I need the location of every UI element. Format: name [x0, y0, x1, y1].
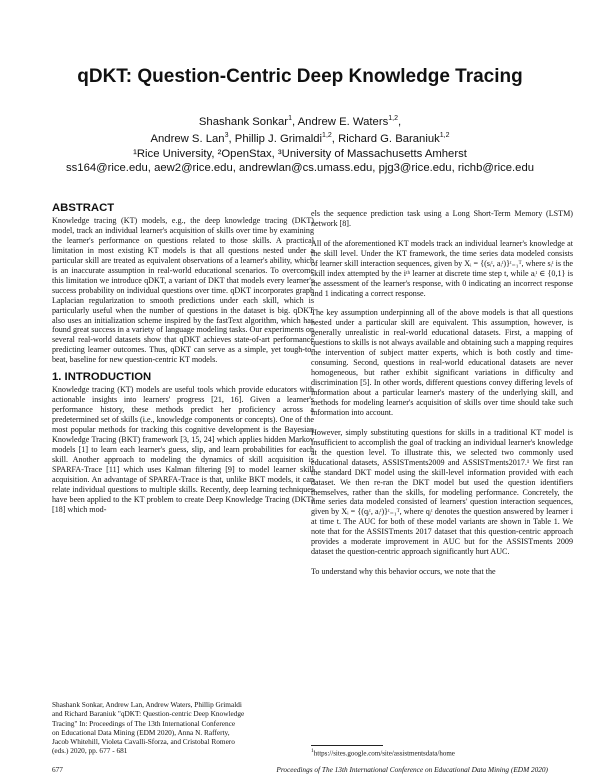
- paragraph: To understand why this behavior occurs, we note that the: [311, 567, 496, 577]
- copyright-line: Tracing" In: Proceedings of The 13th International Conference: [52, 718, 236, 728]
- copyright-line: Shashank Sonkar, Andrew Lan, Andrew Waters, Phillip Grimaldi: [52, 700, 242, 709]
- author-name: Richard G. Baraniuk: [338, 133, 440, 146]
- paragraph: All of the aforementioned KT models track an individual learner's knowledge at the skill level. Under the KT framework, the time series data modeled consists of learner skill interaction sequences, given by Xᵢ = {(sᵢᵗ, aᵢᵗ)}ᵗ₌₁ᵀ, where sᵢᵗ is the skill index attempted by the iᵗʰ learner at discrete time step t, while aᵢᵗ ∈ {0,1} is the assessment of the learner's response, with 0 indicating an incorrect response and 1 indicating a correct response.: [311, 238, 573, 298]
- footnote-marker: 1: [311, 748, 314, 754]
- author-affil-marker: 1,2: [439, 132, 450, 140]
- right-column: [311, 209, 573, 577]
- author-affil-marker: 1,2: [322, 132, 332, 140]
- author-line-2: Andrew S. Lan$^3$, Phillip J. Grimaldi$^{1,2}$, Richard G. Baraniuk$^{1,2}$: [150, 132, 450, 146]
- page-number: 677: [52, 765, 63, 774]
- author-block: [0, 112, 600, 176]
- paper-title: qDKT: Question-Centric Deep Knowledge Tracing: [77, 66, 523, 87]
- footnote: [311, 748, 455, 757]
- copyright-notice: [52, 700, 307, 756]
- author-affil-marker: 1,2: [388, 115, 398, 122]
- paragraph: els the sequence prediction task using a Long Short-Term Memory (LSTM) network [8].: [311, 209, 573, 228]
- paragraph: However, simply substituting questions for skills in a traditional KT model is insufficient to accomplish the goal of tracking an individual learner's knowledge at the question level. To illustrate this, we selected two commonly used educational datasets, ASSISTments2009 and ASSISTments2017.¹ We first ran the standard DKT model using the skill-level information provided with each dataset. We then re-ran the DKT model but used the question identifiers themselves, rather than the skills, for modeling performance. Concretely, the time series data modeled consisted of learners' question interaction sequences, given by Xᵢ = {(qᵢᵗ, aᵢᵗ)}ᵗ₌₁ᵀ, where qᵢᵗ denotes the question answered by learner i at time t. The AUC for both of these model variants are shown in Table 1. We note that for the ASSISTments 2017 dataset that this question-centric approach provides a moderate improvement in AUC but for the ASSISTments 2009 dataset the question-centric approach significantly hurt AUC.: [311, 427, 573, 557]
- author-affil-marker: 1: [288, 115, 292, 122]
- copyright-line: (eds.) 2020, pp. 677 - 681: [52, 746, 128, 756]
- copyright-line: and Richard Baraniuk "qDKT: Question-centric Deep Knowledge: [52, 709, 245, 719]
- author-emails: ss164@rice.edu, aew2@rice.edu, andrewlan@cs.umass.edu, pjg3@rice.edu, richb@rice.edu: [65, 162, 535, 175]
- abstract-heading: ABSTRACT: [52, 202, 115, 214]
- author-name: Phillip J. Grimaldi: [234, 133, 323, 146]
- footnote-rule: [311, 745, 383, 746]
- introduction-text: Knowledge tracing (KT) models are useful tools which provide educators with actionable insights into learners' progress [21, 16]. Given a learner's performance history, these methods predict her proficiency across a predetermined set of skills (i.e., knowledge components or concepts). One of the most popular methods for tracking this cognitive development is the Bayesian Knowledge Tracing (BKT) framework [3, 15, 24] which applies hidden Markov models [1] to learn each learner's guess, slip, and learn probabilities for each skill. Another approach to modeling the dynamics of skill acquisition is SPARFA-Trace [11] which uses Kalman filtering [9] to model learner skill acquisition. An advantage of SPARFA-Trace is that, unlike BKT models, it can relate individual questions to multiple skills. Recently, deep learning techniques have been applied to the KT problem to create Deep Knowledge Tracing (DKT) [18] which mod-: [52, 385, 314, 514]
- affiliations: ¹Rice University, ²OpenStax, ³University of Massachusetts Amherst: [133, 147, 467, 160]
- author-line-1: Shashank Sonkar$^1$, Andrew E. Waters$^{1,2}$,: [198, 115, 402, 128]
- copyright-line: Jacob Whitehill, Violeta Cavalli-Sforza, and Cristobal Romero: [52, 737, 235, 747]
- author-name: Andrew E. Waters: [297, 115, 389, 128]
- copyright-line: on Educational Data Mining (EDM 2020), Anna N. Rafferty,: [52, 727, 230, 737]
- author-name: Shashank Sonkar: [198, 115, 289, 128]
- footnote-url[interactable]: https://sites.google.com/site/assistmentsdata/home: [313, 749, 455, 758]
- author-affil-marker: 3: [224, 132, 229, 140]
- author-name: Andrew S. Lan: [150, 133, 225, 146]
- abstract-text: Knowledge tracing (KT) models, e.g., the deep knowledge tracing (DKT) model, track an individual learner's acquisition of skills over time by examining the learner's performance on questions related to those skills. A practical limitation in most existing KT models is that all questions nested under a particular skill are treated as equivalent observations of a learner's ability, which is an inaccurate assumption in real-world educational scenarios. To overcome this limitation we introduce qDKT, a variant of DKT that models every learner's success probability on individual questions over time. qDKT incorporates graph Laplacian regularization to smooth predictions under each skill, which is particularly useful when the number of questions in the dataset is big. qDKT also uses an initialization scheme inspired by the fastText algorithm, which has found great success in a variety of language modeling tasks. Our experiments on several real-world datasets show that qDKT achieves state-of-art performance predicting learner outcomes. Thus, qDKT can serve as a simple, yet tough-to-beat, baseline for new question-centric KT models.: [52, 216, 314, 365]
- paragraph: The key assumption underpinning all of the above models is that all questions nested under a particular skill are equivalent. This assumption, however, is generally unrealistic in real-world educational datasets. First, a mapping of questions to skills is not always available and obtaining such a mapping requires the intervention of subject matter experts, which is both costly and time-consuming. Second, questions in real-world educational datasets are never homogeneous, but rather exhibit significant variations in difficulty and discrimination [5]. In other words, different questions convey differing levels of information about a particular learner's mastery of the underlying skill, and methods for modeling learner's acquisition of skills over time should take such information into account.: [311, 308, 573, 417]
- proceedings-title: Proceedings of The 13th International Conference on Educational Data Mining (EDM 2020): [276, 765, 548, 774]
- left-column: [52, 202, 314, 515]
- introduction-heading: 1. INTRODUCTION: [52, 371, 152, 384]
